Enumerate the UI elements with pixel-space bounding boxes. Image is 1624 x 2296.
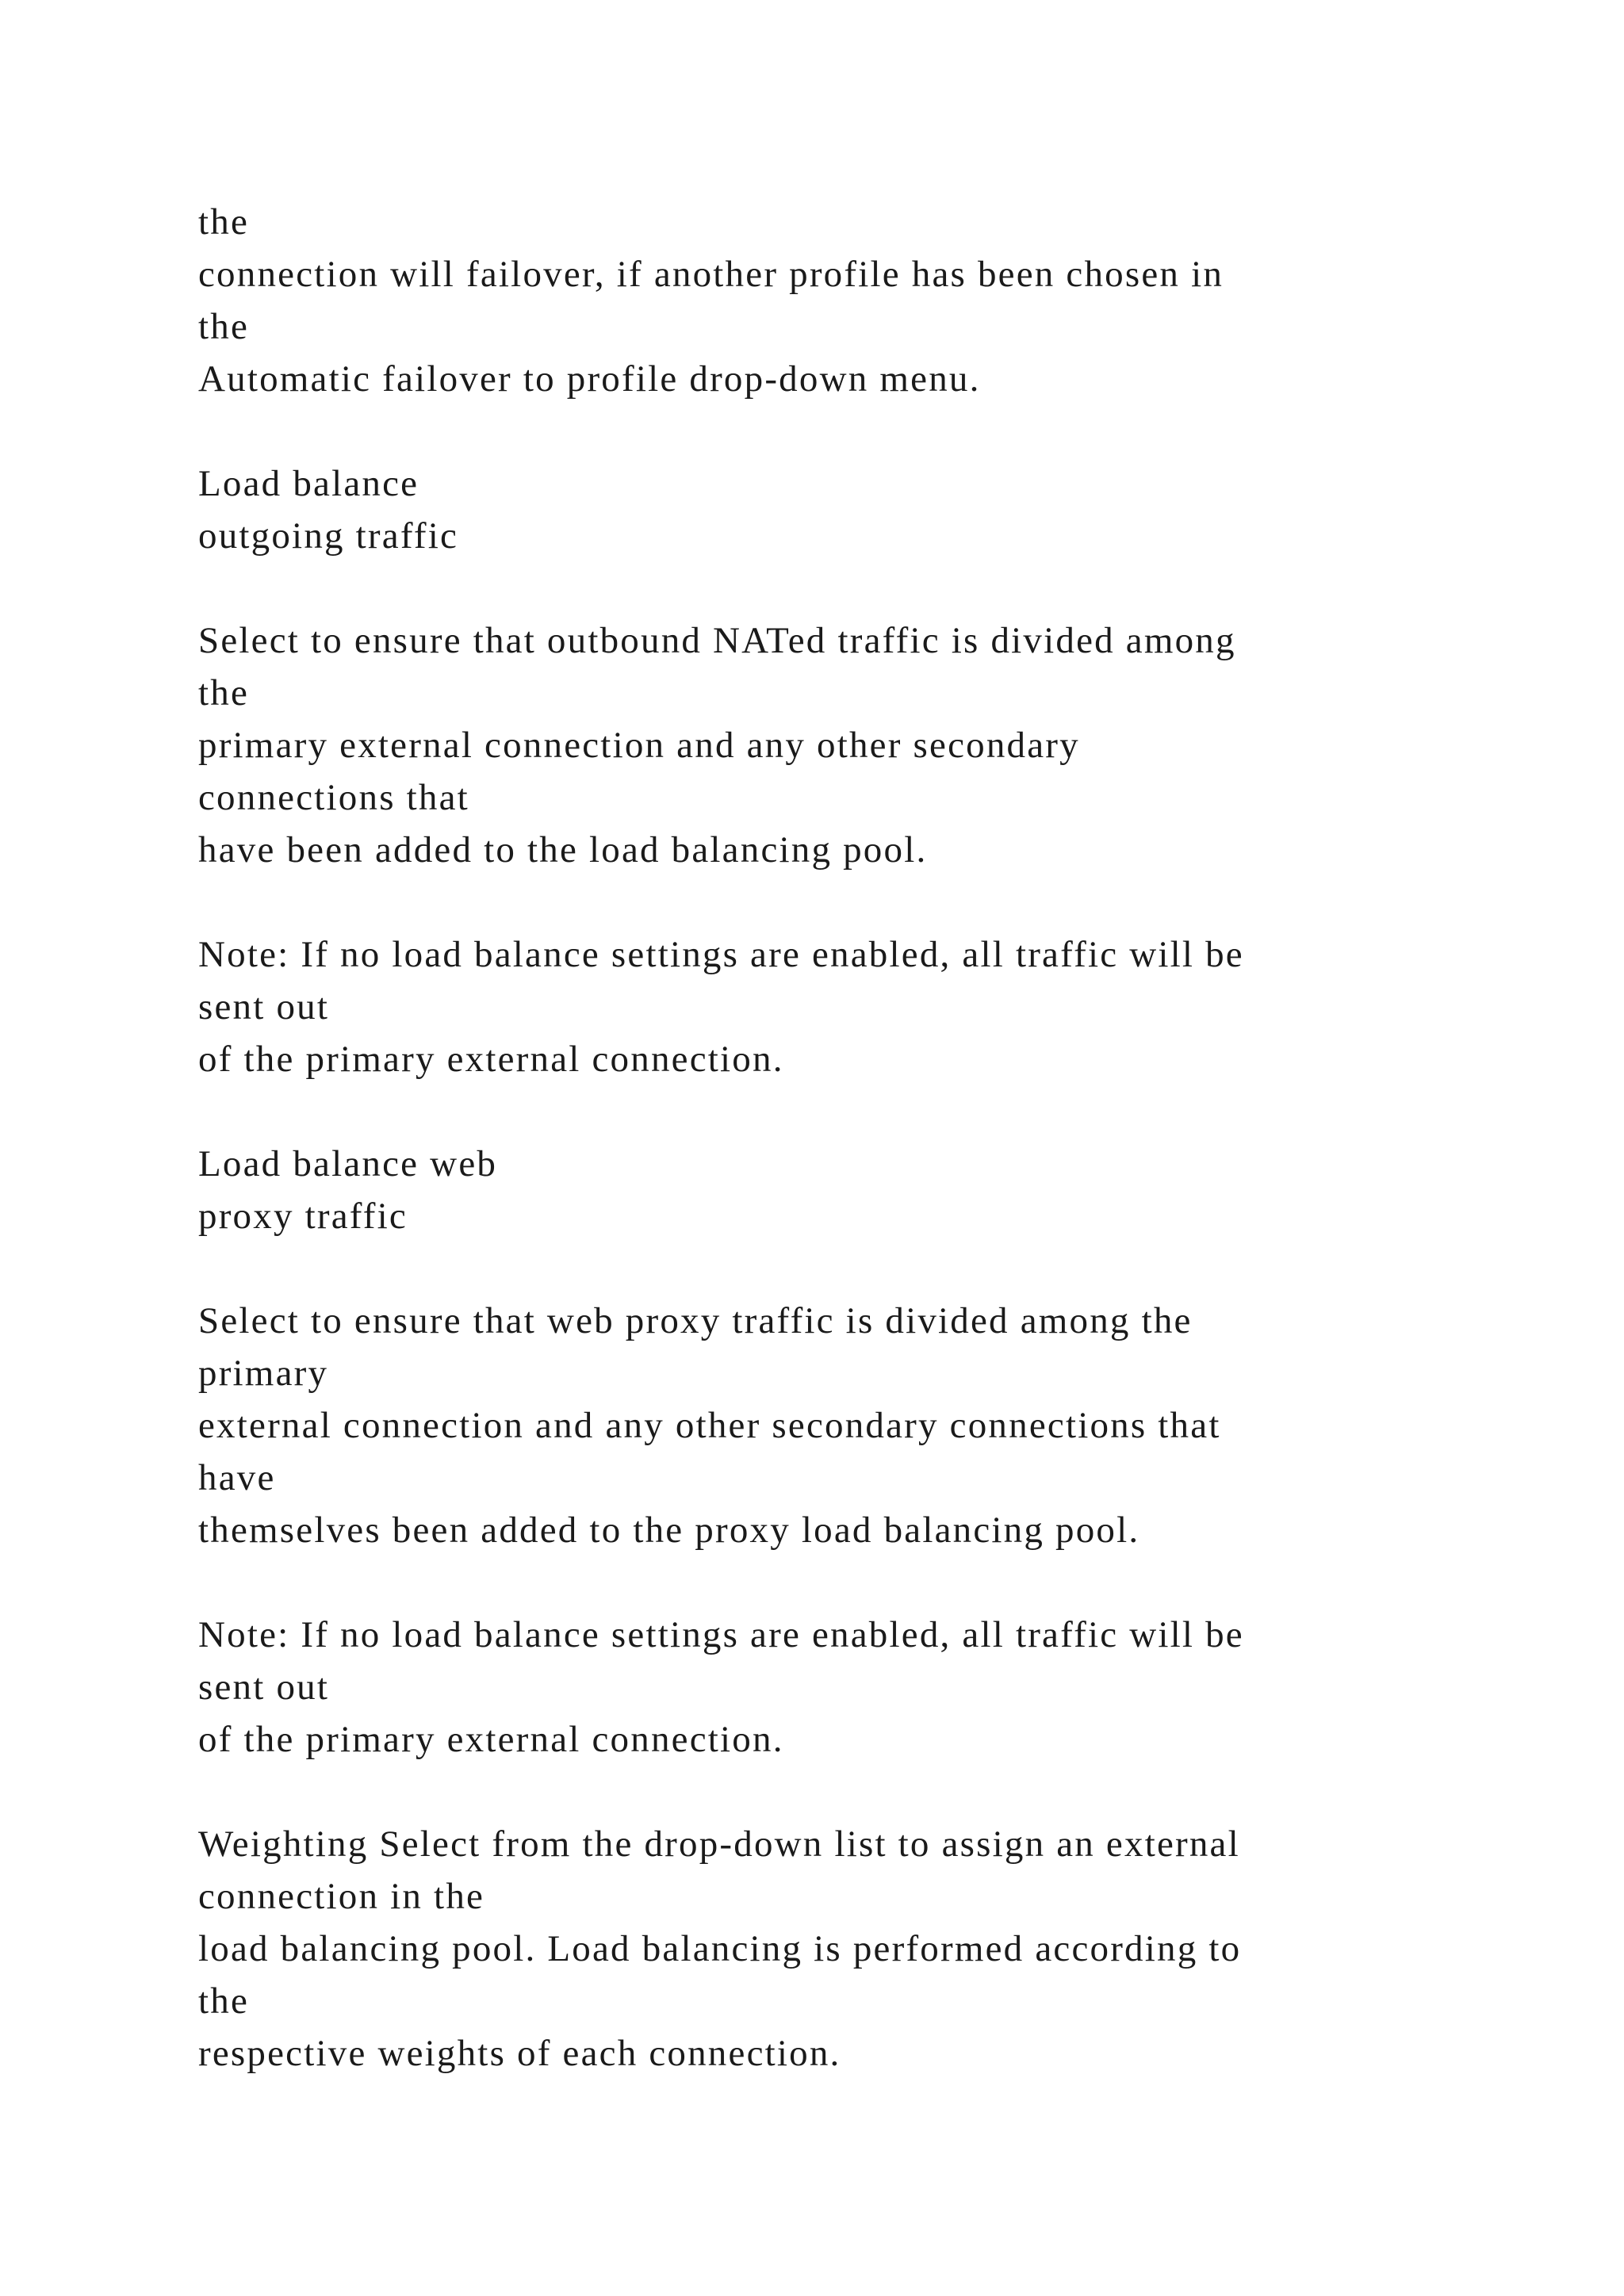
text-line: primary — [198, 1353, 329, 1394]
text-line: outgoing traffic — [198, 515, 459, 557]
text-line: Load balance — [198, 463, 419, 504]
text-line: the — [198, 672, 250, 714]
text-line: connections that — [198, 777, 469, 818]
text-line: the — [198, 1980, 250, 2022]
text-line: load balancing pool. Load balancing is performed according to — [198, 1928, 1242, 1969]
text-line: external connection and any other secondary connections that — [198, 1405, 1221, 1446]
text-line: of the primary external connection. — [198, 1039, 784, 1080]
paragraph-gap — [198, 1085, 1546, 1138]
paragraph-gap — [198, 876, 1546, 928]
text-line: the — [198, 306, 250, 347]
paragraph-gap — [198, 562, 1546, 614]
text-line: the — [198, 201, 250, 243]
text-line: Note: If no load balance settings are enabled, all traffic will be — [198, 934, 1244, 975]
document-body — [198, 196, 1546, 2080]
text-line: have been added to the load balancing pool. — [198, 829, 928, 871]
paragraph-gap — [198, 1242, 1546, 1295]
text-line: Note: If no load balance settings are enabled, all traffic will be — [198, 1614, 1244, 1655]
text-line: Select to ensure that outbound NATed traffic is divided among — [198, 620, 1236, 661]
text-line: themselves been added to the proxy load balancing pool. — [198, 1510, 1140, 1551]
text-line: proxy traffic — [198, 1196, 408, 1237]
paragraph-gap — [198, 405, 1546, 457]
text-line: primary external connection and any other secondary — [198, 725, 1080, 766]
text-line: sent out — [198, 1667, 330, 1708]
paragraph-gap — [198, 1766, 1546, 1818]
text-line: have — [198, 1457, 276, 1498]
text-line: Select to ensure that web proxy traffic is divided among the — [198, 1300, 1193, 1341]
text-line: connection in the — [198, 1876, 485, 1917]
text-line: Load balance web — [198, 1143, 498, 1184]
text-line: of the primary external connection. — [198, 1719, 784, 1760]
text-line: respective weights of each connection. — [198, 2033, 841, 2074]
text-line: sent out — [198, 986, 330, 1027]
text-line: connection will failover, if another profile has been chosen in — [198, 254, 1224, 295]
text-line: Weighting Select from the drop-down list to assign an external — [198, 1823, 1240, 1865]
paragraph-gap — [198, 1556, 1546, 1609]
text-line: Automatic failover to profile drop-down menu. — [198, 358, 981, 400]
